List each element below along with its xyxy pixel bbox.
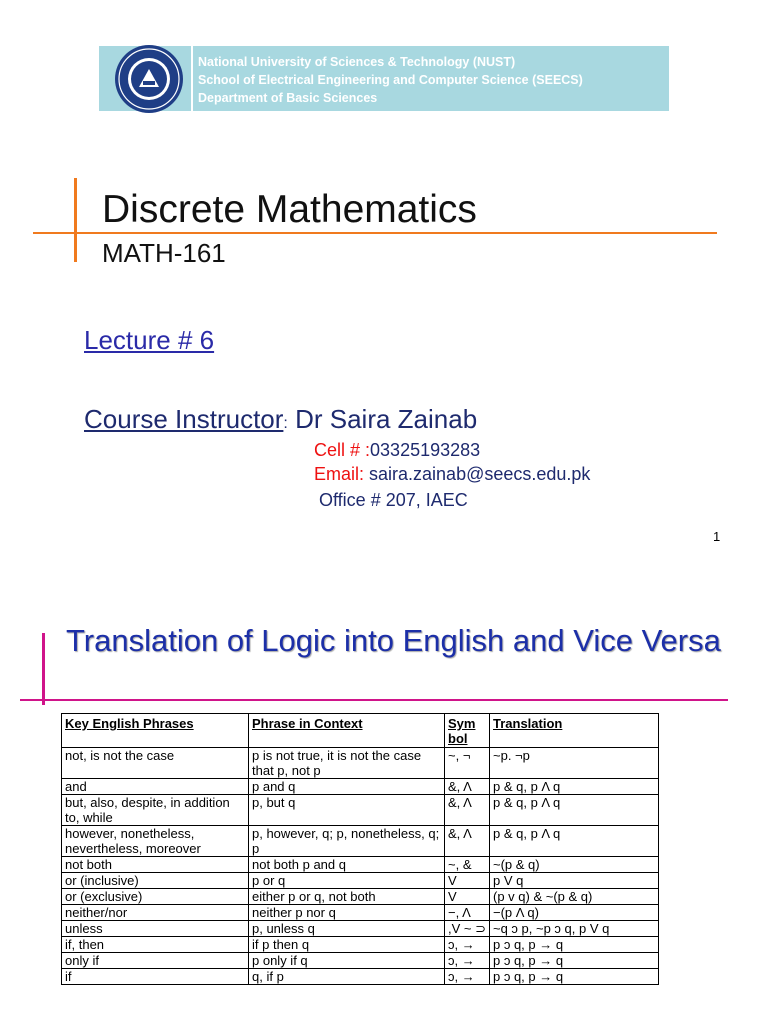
cell-symbol: ɔ, → (445, 969, 490, 985)
cell-phrase-context: not both p and q (249, 857, 445, 873)
header-phrase-context: Phrase in Context (249, 714, 445, 748)
cell-phrase-context: either p or q, not both (249, 889, 445, 905)
cell-translation: p ɔ q, p → q (490, 937, 659, 953)
cell-phrase-context: p and q (249, 779, 445, 795)
cell-key-phrase: and (62, 779, 249, 795)
email-label: Email: (314, 464, 365, 484)
cell-phrase-context: q, if p (249, 969, 445, 985)
instructor-line (84, 404, 477, 435)
cell-line (314, 440, 480, 461)
email-value[interactable]: saira.zainab@seecs.edu.pk (364, 464, 591, 484)
cell-symbol: ɔ, → (445, 953, 490, 969)
cell-symbol: V (445, 873, 490, 889)
banner-divider (191, 46, 193, 111)
cell-translation: p & q, p Λ q (490, 779, 659, 795)
cell-key-phrase: only if (62, 953, 249, 969)
cell-translation: ~q ɔ p, ~p ɔ q, p V q (490, 921, 659, 937)
cell-symbol: ~, ¬ (445, 748, 490, 779)
cell-key-phrase: neither/nor (62, 905, 249, 921)
cell-symbol: V (445, 889, 490, 905)
email-line (314, 464, 590, 485)
cell-key-phrase: however, nonetheless, nevertheless, moreover (62, 826, 249, 857)
department-name: Department of Basic Sciences (198, 91, 378, 105)
cell-phrase-context: if p then q (249, 937, 445, 953)
cell-key-phrase: unless (62, 921, 249, 937)
lecture-link[interactable]: Lecture # 6 (84, 325, 215, 355)
cell-value: 03325193283 (370, 440, 481, 460)
cell-symbol: &, Λ (445, 779, 490, 795)
cell-phrase-context: p, unless q (249, 921, 445, 937)
cell-symbol: ,V ~ ⊃ (445, 921, 490, 937)
table-row (62, 953, 659, 969)
table-row (62, 937, 659, 953)
cell-key-phrase: or (exclusive) (62, 889, 249, 905)
cell-phrase-context: p is not true, it is not the case that p, not p (249, 748, 445, 779)
cell-phrase-context: p, but q (249, 795, 445, 826)
cell-symbol: −, Λ (445, 905, 490, 921)
instructor-label: Course Instructor (84, 404, 284, 434)
cell-translation: (p v q) & ~(p & q) (490, 889, 659, 905)
cell-translation: p ɔ q, p → q (490, 969, 659, 985)
university-seal-icon (109, 46, 189, 111)
cell-key-phrase: if, then (62, 937, 249, 953)
table-header-row (62, 714, 659, 748)
cell-key-phrase: but, also, despite, in addition to, while (62, 795, 249, 826)
banner-text (198, 53, 583, 107)
cell-phrase-context: neither p nor q (249, 905, 445, 921)
table-row (62, 921, 659, 937)
course-code: MATH-161 (102, 238, 226, 268)
cell-key-phrase: if (62, 969, 249, 985)
instructor-name: Dr Saira Zainab (287, 404, 478, 434)
translation-table (61, 713, 659, 985)
table-row (62, 779, 659, 795)
slide2-accent-horizontal (20, 699, 728, 701)
cell-key-phrase: not both (62, 857, 249, 873)
table-row (62, 969, 659, 985)
header-key-phrases: Key English Phrases (62, 714, 249, 748)
course-title: Discrete Mathematics (102, 188, 477, 231)
institution-banner (99, 46, 669, 111)
cell-label: Cell # : (314, 440, 371, 460)
table-row (62, 905, 659, 921)
cell-symbol: ɔ, → (445, 937, 490, 953)
cell-symbol: &, Λ (445, 826, 490, 857)
instructor-colon: : (283, 415, 288, 432)
table-row (62, 748, 659, 779)
cell-phrase-context: p or q (249, 873, 445, 889)
table-row (62, 826, 659, 857)
school-name: School of Electrical Engineering and Computer Science (SEECS) (198, 73, 583, 87)
table-row (62, 795, 659, 826)
university-name: National University of Sciences & Technology (NUST) (198, 55, 516, 69)
title-accent-horizontal (33, 232, 717, 234)
cell-symbol: &, Λ (445, 795, 490, 826)
header-translation: Translation (490, 714, 659, 748)
cell-key-phrase: or (inclusive) (62, 873, 249, 889)
cell-translation: p & q, p Λ q (490, 826, 659, 857)
cell-symbol: ~, & (445, 857, 490, 873)
cell-translation: −(p Λ q) (490, 905, 659, 921)
page-number: 1 (713, 529, 721, 544)
office-line: Office # 207, IAEC (319, 490, 468, 510)
cell-translation: p V q (490, 873, 659, 889)
cell-translation: p ɔ q, p → q (490, 953, 659, 969)
cell-translation: ~(p & q) (490, 857, 659, 873)
slide2-accent-vertical (42, 633, 45, 705)
title-accent-vertical (74, 178, 77, 262)
cell-phrase-context: p, however, q; p, nonetheless, q; p (249, 826, 445, 857)
cell-key-phrase: not, is not the case (62, 748, 249, 779)
header-symbol: Sym bol (445, 714, 490, 748)
table-row (62, 857, 659, 873)
slide2-title: Translation of Logic into English and Vice Versa (66, 623, 721, 658)
cell-translation: ~p. ¬p (490, 748, 659, 779)
cell-translation: p & q, p Λ q (490, 795, 659, 826)
table-row (62, 889, 659, 905)
table-row (62, 873, 659, 889)
cell-phrase-context: p only if q (249, 953, 445, 969)
